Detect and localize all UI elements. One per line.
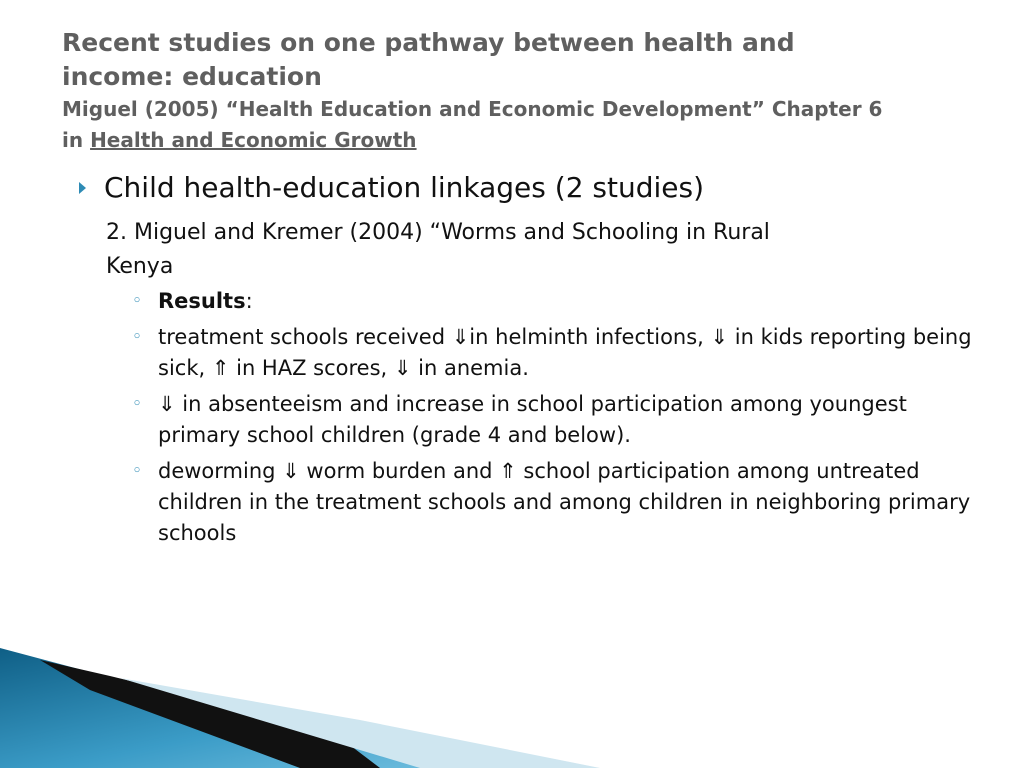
slide-body — [76, 170, 976, 549]
circle-bullet-icon: ◦ — [132, 291, 143, 311]
decorative-swoosh — [0, 620, 1024, 768]
result-point-1 — [132, 322, 976, 384]
study-heading-line-2: Kenya — [106, 254, 174, 279]
result-point-text: deworming ⇓ worm burden and ⇑ school participation among untreated children in the treatment schools and among children in neighboring primary schools — [158, 459, 971, 545]
circle-bullet-icon: ◦ — [132, 394, 143, 414]
result-point-text: ⇓ in absenteeism and increase in school participation among youngest primary school children (grade 4 and below). — [158, 392, 907, 447]
title-line-2: income: education — [62, 62, 322, 91]
slide-title — [62, 26, 982, 156]
result-point-2 — [132, 389, 976, 451]
results-colon: : — [245, 289, 253, 313]
subtitle-line-2 — [62, 125, 982, 156]
results-item — [132, 286, 976, 317]
study-heading — [106, 216, 976, 284]
title-line-1: Recent studies on one pathway between health and — [62, 28, 795, 57]
results-label: Results — [158, 289, 246, 313]
study-heading-line-1: 2. Miguel and Kremer (2004) “Worms and Schooling in Rural — [106, 220, 770, 245]
main-bullet-text: Child health-education linkages (2 studies) — [104, 171, 705, 204]
subtitle-in: in — [62, 128, 84, 152]
result-point-3 — [132, 456, 976, 549]
circle-bullet-icon: ◦ — [132, 327, 143, 347]
circle-bullet-icon: ◦ — [132, 461, 143, 481]
book-title-link: Health and Economic Growth — [90, 128, 417, 152]
subtitle-line-1: Miguel (2005) “Health Education and Economic Development” Chapter 6 — [62, 97, 883, 121]
arrow-bullet-icon — [79, 182, 86, 194]
main-bullet — [76, 170, 976, 206]
result-point-text: treatment schools received ⇓in helminth infections, ⇓ in kids reporting being sick, ⇑ in HAZ scores, ⇓ in anemia. — [158, 325, 972, 380]
